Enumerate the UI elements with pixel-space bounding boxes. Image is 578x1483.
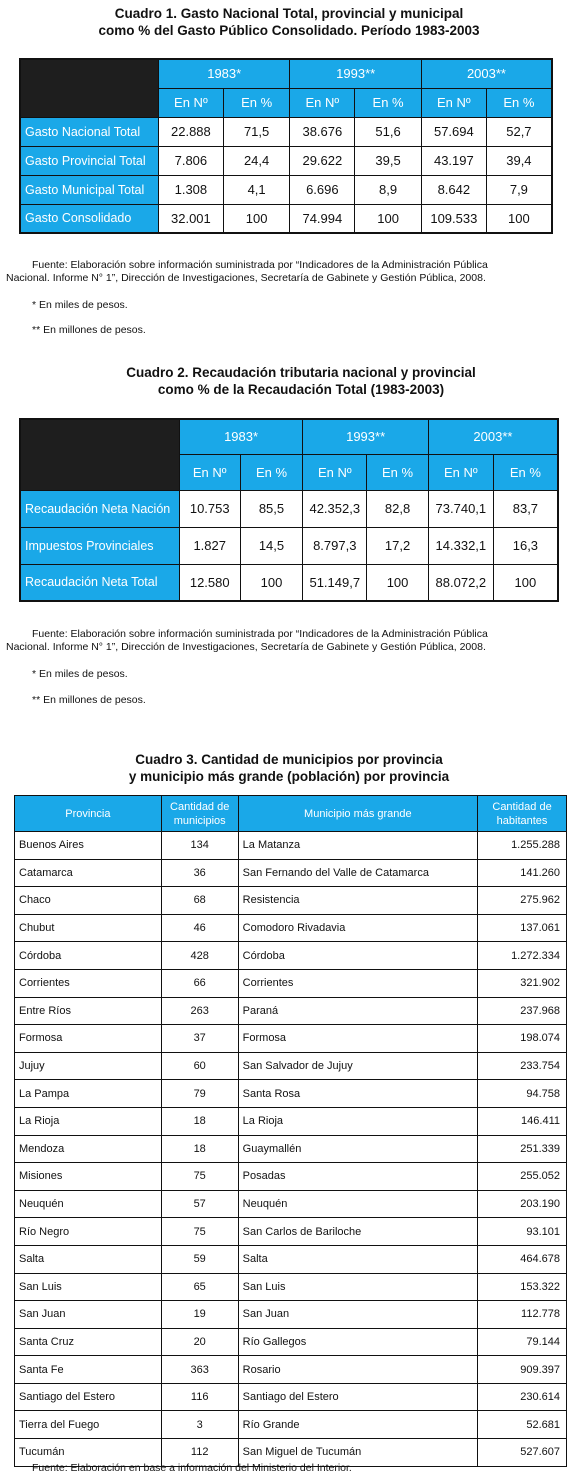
table-row bbox=[15, 1218, 567, 1246]
habitantes-cell: 237.968 bbox=[478, 997, 567, 1025]
sub-header-n: En Nº bbox=[158, 88, 223, 117]
sub-header-n: En Nº bbox=[428, 454, 493, 490]
provincia-cell: Salta bbox=[15, 1245, 162, 1273]
cantidad-cell: 116 bbox=[161, 1383, 238, 1411]
cell: 39,5 bbox=[355, 146, 422, 175]
cantidad-cell: 263 bbox=[161, 997, 238, 1025]
cell: 109.533 bbox=[421, 204, 486, 233]
row-label: Gasto Provincial Total bbox=[20, 146, 158, 175]
provincia-cell: La Rioja bbox=[15, 1107, 162, 1135]
row-label: Gasto Nacional Total bbox=[20, 117, 158, 146]
cantidad-cell: 75 bbox=[161, 1218, 238, 1246]
year-header: 1993** bbox=[290, 59, 421, 88]
sub-header-n: En Nº bbox=[179, 454, 240, 490]
habitantes-cell: 321.902 bbox=[478, 969, 567, 997]
cantidad-cell: 112 bbox=[161, 1439, 238, 1467]
municipio-cell: Santiago del Estero bbox=[238, 1383, 477, 1411]
cuadro1-title-line1: Cuadro 1. Gasto Nacional Total, provincial y municipal bbox=[114, 6, 464, 21]
cell: 22.888 bbox=[158, 117, 223, 146]
table-row bbox=[15, 1245, 567, 1273]
municipio-cell: Santa Rosa bbox=[238, 1080, 477, 1108]
habitantes-cell: 255.052 bbox=[478, 1163, 567, 1191]
provincia-cell: Buenos Aires bbox=[15, 832, 162, 860]
table-row bbox=[15, 859, 567, 887]
provincia-cell: Córdoba bbox=[15, 942, 162, 970]
footnote: * En miles de pesos. bbox=[32, 668, 128, 680]
table-row bbox=[15, 1301, 567, 1329]
municipio-cell: Posadas bbox=[238, 1163, 477, 1191]
cuadro1-table bbox=[19, 58, 553, 234]
table-row bbox=[20, 490, 558, 527]
provincia-cell: Santa Fe bbox=[15, 1356, 162, 1384]
municipio-cell: Neuquén bbox=[238, 1190, 477, 1218]
table-row bbox=[20, 527, 558, 564]
header-line: municipios bbox=[173, 814, 226, 827]
cantidad-cell: 3 bbox=[161, 1411, 238, 1439]
cantidad-cell: 79 bbox=[161, 1080, 238, 1108]
year-header: 2003** bbox=[428, 419, 558, 454]
cell: 1.827 bbox=[179, 527, 240, 564]
municipio-cell: Formosa bbox=[238, 1025, 477, 1053]
sub-header-pct: En % bbox=[240, 454, 303, 490]
cuadro2-title-line2: como % de la Recaudación Total (1983-2003) bbox=[157, 382, 445, 397]
cuadro1-source bbox=[6, 259, 574, 285]
col-header-habitantes bbox=[478, 796, 567, 832]
cell: 24,4 bbox=[223, 146, 290, 175]
table-row bbox=[15, 887, 567, 915]
table-row bbox=[15, 1052, 567, 1080]
sub-header-pct: En % bbox=[367, 454, 429, 490]
cell: 38.676 bbox=[290, 117, 355, 146]
table-row bbox=[15, 969, 567, 997]
habitantes-cell: 52.681 bbox=[478, 1411, 567, 1439]
cantidad-cell: 57 bbox=[161, 1190, 238, 1218]
cuadro3-title-line2: y municipio más grande (población) por provincia bbox=[128, 769, 450, 784]
row-label: Recaudación Neta Total bbox=[20, 564, 179, 601]
habitantes-cell: 153.322 bbox=[478, 1273, 567, 1301]
cell: 8.797,3 bbox=[303, 527, 367, 564]
cantidad-cell: 65 bbox=[161, 1273, 238, 1301]
table-row bbox=[15, 1356, 567, 1384]
table-row bbox=[15, 1025, 567, 1053]
habitantes-cell: 251.339 bbox=[478, 1135, 567, 1163]
sub-header-n: En Nº bbox=[290, 88, 355, 117]
table-corner bbox=[20, 59, 158, 117]
cuadro2-title-line1: Cuadro 2. Recaudación tributaria nacional y provincial bbox=[126, 365, 476, 380]
habitantes-cell: 233.754 bbox=[478, 1052, 567, 1080]
provincia-cell: La Pampa bbox=[15, 1080, 162, 1108]
cantidad-cell: 134 bbox=[161, 832, 238, 860]
cell: 6.696 bbox=[290, 175, 355, 204]
cell: 8.642 bbox=[421, 175, 486, 204]
cell: 100 bbox=[493, 564, 558, 601]
cell: 85,5 bbox=[240, 490, 303, 527]
municipio-cell: Paraná bbox=[238, 997, 477, 1025]
cell: 73.740,1 bbox=[428, 490, 493, 527]
municipio-cell: Río Gallegos bbox=[238, 1328, 477, 1356]
cell: 14,5 bbox=[240, 527, 303, 564]
habitantes-cell: 1.255.288 bbox=[478, 832, 567, 860]
municipio-cell: Corrientes bbox=[238, 969, 477, 997]
sub-header-n: En Nº bbox=[303, 454, 367, 490]
municipio-cell: San Fernando del Valle de Catamarca bbox=[238, 859, 477, 887]
cell: 17,2 bbox=[367, 527, 429, 564]
table-row bbox=[15, 1163, 567, 1191]
cell: 88.072,2 bbox=[428, 564, 493, 601]
cell: 32.001 bbox=[158, 204, 223, 233]
municipio-cell: Rosario bbox=[238, 1356, 477, 1384]
table-row bbox=[15, 1190, 567, 1218]
municipio-cell: Comodoro Rivadavia bbox=[238, 914, 477, 942]
cell: 100 bbox=[223, 204, 290, 233]
cantidad-cell: 18 bbox=[161, 1135, 238, 1163]
cell: 57.694 bbox=[421, 117, 486, 146]
provincia-cell: Corrientes bbox=[15, 969, 162, 997]
provincia-cell: San Juan bbox=[15, 1301, 162, 1329]
provincia-cell: Mendoza bbox=[15, 1135, 162, 1163]
col-header-cantidad bbox=[161, 796, 238, 832]
habitantes-cell: 112.778 bbox=[478, 1301, 567, 1329]
cell: 100 bbox=[240, 564, 303, 601]
row-label: Gasto Municipal Total bbox=[20, 175, 158, 204]
table-row bbox=[15, 1135, 567, 1163]
habitantes-cell: 198.074 bbox=[478, 1025, 567, 1053]
col-header-municipio: Municipio más grande bbox=[238, 796, 477, 832]
cell: 100 bbox=[367, 564, 429, 601]
table-row bbox=[15, 1328, 567, 1356]
municipio-cell: La Rioja bbox=[238, 1107, 477, 1135]
cuadro1-title bbox=[0, 5, 578, 39]
cell: 39,4 bbox=[486, 146, 552, 175]
municipio-cell: San Juan bbox=[238, 1301, 477, 1329]
habitantes-cell: 79.144 bbox=[478, 1328, 567, 1356]
cuadro3-table bbox=[14, 795, 567, 1467]
cell: 52,7 bbox=[486, 117, 552, 146]
municipio-cell: San Carlos de Bariloche bbox=[238, 1218, 477, 1246]
cell: 4,1 bbox=[223, 175, 290, 204]
cell: 10.753 bbox=[179, 490, 240, 527]
table-row bbox=[20, 204, 552, 233]
table-row bbox=[20, 564, 558, 601]
table-row bbox=[20, 175, 552, 204]
cell: 1.308 bbox=[158, 175, 223, 204]
table-row bbox=[15, 1383, 567, 1411]
municipio-cell: Resistencia bbox=[238, 887, 477, 915]
municipio-cell: Río Grande bbox=[238, 1411, 477, 1439]
footnote: ** En millones de pesos. bbox=[32, 324, 146, 336]
table-row bbox=[15, 914, 567, 942]
row-label: Recaudación Neta Nación bbox=[20, 490, 179, 527]
cell: 51,6 bbox=[355, 117, 422, 146]
table-row bbox=[15, 997, 567, 1025]
municipio-cell: Salta bbox=[238, 1245, 477, 1273]
year-header: 2003** bbox=[421, 59, 552, 88]
cell: 8,9 bbox=[355, 175, 422, 204]
cantidad-cell: 19 bbox=[161, 1301, 238, 1329]
table-row bbox=[20, 117, 552, 146]
cell: 7.806 bbox=[158, 146, 223, 175]
table-row bbox=[15, 832, 567, 860]
cell: 29.622 bbox=[290, 146, 355, 175]
provincia-cell: San Luis bbox=[15, 1273, 162, 1301]
habitantes-cell: 527.607 bbox=[478, 1439, 567, 1467]
col-header-provincia: Provincia bbox=[15, 796, 162, 832]
table-corner bbox=[20, 419, 179, 490]
provincia-cell: Santa Cruz bbox=[15, 1328, 162, 1356]
provincia-cell: Formosa bbox=[15, 1025, 162, 1053]
source-line: Fuente: Elaboración sobre información suministrada por “Indicadores de la Administración Pública bbox=[32, 628, 488, 640]
cantidad-cell: 37 bbox=[161, 1025, 238, 1053]
cell: 83,7 bbox=[493, 490, 558, 527]
cell: 100 bbox=[355, 204, 422, 233]
provincia-cell: Chaco bbox=[15, 887, 162, 915]
cell: 14.332,1 bbox=[428, 527, 493, 564]
header-line: Cantidad de bbox=[492, 800, 552, 813]
sub-header-pct: En % bbox=[486, 88, 552, 117]
municipio-cell: La Matanza bbox=[238, 832, 477, 860]
provincia-cell: Santiago del Estero bbox=[15, 1383, 162, 1411]
municipio-cell: Córdoba bbox=[238, 942, 477, 970]
sub-header-pct: En % bbox=[493, 454, 558, 490]
header-line: habitantes bbox=[496, 814, 548, 827]
source-line: Fuente: Elaboración sobre información suministrada por “Indicadores de la Administración Pública bbox=[32, 259, 488, 271]
footnote: * En miles de pesos. bbox=[32, 299, 128, 311]
year-header: 1983* bbox=[158, 59, 289, 88]
sub-header-n: En Nº bbox=[421, 88, 486, 117]
cell: 7,9 bbox=[486, 175, 552, 204]
habitantes-cell: 230.614 bbox=[478, 1383, 567, 1411]
habitantes-cell: 1.272.334 bbox=[478, 942, 567, 970]
row-label: Impuestos Provinciales bbox=[20, 527, 179, 564]
habitantes-cell: 909.397 bbox=[478, 1356, 567, 1384]
cantidad-cell: 66 bbox=[161, 969, 238, 997]
cell: 100 bbox=[486, 204, 552, 233]
cell: 42.352,3 bbox=[303, 490, 367, 527]
year-header: 1993** bbox=[303, 419, 429, 454]
municipio-cell: Guaymallén bbox=[238, 1135, 477, 1163]
habitantes-cell: 93.101 bbox=[478, 1218, 567, 1246]
sub-header-pct: En % bbox=[223, 88, 290, 117]
habitantes-cell: 275.962 bbox=[478, 887, 567, 915]
cantidad-cell: 363 bbox=[161, 1356, 238, 1384]
cuadro2-title bbox=[12, 364, 578, 398]
provincia-cell: Misiones bbox=[15, 1163, 162, 1191]
year-header: 1983* bbox=[179, 419, 303, 454]
provincia-cell: Entre Ríos bbox=[15, 997, 162, 1025]
provincia-cell: Jujuy bbox=[15, 1052, 162, 1080]
habitantes-cell: 464.678 bbox=[478, 1245, 567, 1273]
footnote: ** En millones de pesos. bbox=[32, 694, 146, 706]
municipio-cell: San Miguel de Tucumán bbox=[238, 1439, 477, 1467]
cell: 43.197 bbox=[421, 146, 486, 175]
habitantes-cell: 203.190 bbox=[478, 1190, 567, 1218]
cuadro2-table bbox=[19, 418, 559, 602]
cell: 74.994 bbox=[290, 204, 355, 233]
habitantes-cell: 94.758 bbox=[478, 1080, 567, 1108]
provincia-cell: Catamarca bbox=[15, 859, 162, 887]
provincia-cell: Chubut bbox=[15, 914, 162, 942]
table-row bbox=[15, 1411, 567, 1439]
source-line: Nacional. Informe N° 1”, Dirección de Investigaciones, Secretaría de Gabinete y Gestión Pública, 2008. bbox=[6, 272, 486, 284]
municipio-cell: San Salvador de Jujuy bbox=[238, 1052, 477, 1080]
cuadro3-title bbox=[0, 751, 578, 785]
cuadro3-title-line1: Cuadro 3. Cantidad de municipios por provincia bbox=[135, 752, 443, 767]
cantidad-cell: 46 bbox=[161, 914, 238, 942]
cell: 82,8 bbox=[367, 490, 429, 527]
municipio-cell: San Luis bbox=[238, 1273, 477, 1301]
cuadro2-source bbox=[6, 628, 574, 654]
header-line: Cantidad de bbox=[170, 800, 230, 813]
cantidad-cell: 75 bbox=[161, 1163, 238, 1191]
source-line: Nacional. Informe N° 1”, Dirección de Investigaciones, Secretaría de Gabinete y Gestión Pública, 2008. bbox=[6, 641, 486, 653]
habitantes-cell: 141.260 bbox=[478, 859, 567, 887]
provincia-cell: Tucumán bbox=[15, 1439, 162, 1467]
habitantes-cell: 137.061 bbox=[478, 914, 567, 942]
cantidad-cell: 20 bbox=[161, 1328, 238, 1356]
sub-header-pct: En % bbox=[355, 88, 422, 117]
cantidad-cell: 36 bbox=[161, 859, 238, 887]
cantidad-cell: 59 bbox=[161, 1245, 238, 1273]
table-row bbox=[15, 942, 567, 970]
cantidad-cell: 18 bbox=[161, 1107, 238, 1135]
cell: 16,3 bbox=[493, 527, 558, 564]
habitantes-cell: 146.411 bbox=[478, 1107, 567, 1135]
cantidad-cell: 428 bbox=[161, 942, 238, 970]
cell: 12.580 bbox=[179, 564, 240, 601]
cell: 71,5 bbox=[223, 117, 290, 146]
cuadro1-title-line2: como % del Gasto Público Consolidado. Período 1983-2003 bbox=[98, 23, 480, 38]
cantidad-cell: 68 bbox=[161, 887, 238, 915]
cantidad-cell: 60 bbox=[161, 1052, 238, 1080]
table-row bbox=[20, 146, 552, 175]
table-row bbox=[15, 1107, 567, 1135]
row-label: Gasto Consolidado bbox=[20, 204, 158, 233]
table-row bbox=[15, 1080, 567, 1108]
provincia-cell: Río Negro bbox=[15, 1218, 162, 1246]
provincia-cell: Tierra del Fuego bbox=[15, 1411, 162, 1439]
provincia-cell: Neuquén bbox=[15, 1190, 162, 1218]
cuadro3-source: Fuente: Elaboración en base a información del Ministerio del Interior. bbox=[32, 1462, 352, 1474]
table-row bbox=[15, 1273, 567, 1301]
cell: 51.149,7 bbox=[303, 564, 367, 601]
